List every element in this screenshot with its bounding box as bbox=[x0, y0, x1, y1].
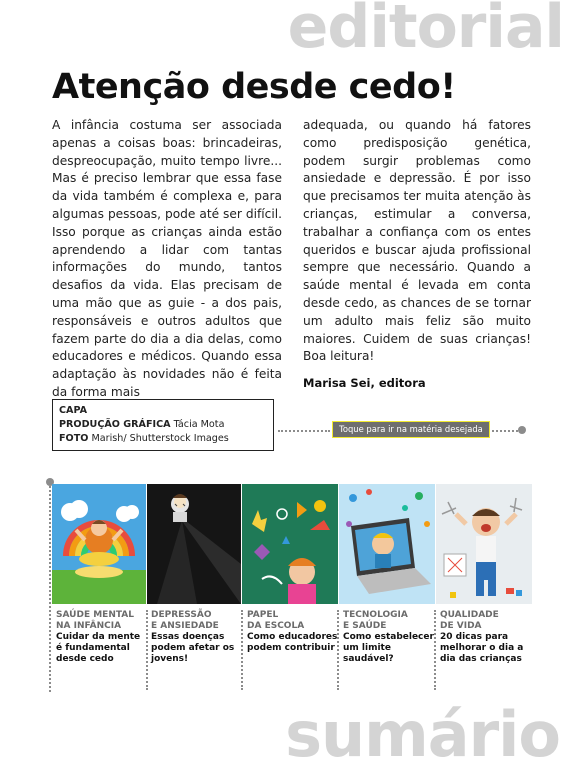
toc-label-line1: PAPEL bbox=[247, 610, 279, 620]
toc-tile-quality-of-life[interactable] bbox=[436, 484, 532, 604]
laptop-child-illustration bbox=[339, 484, 435, 604]
foto-label: FOTO bbox=[59, 433, 89, 444]
toc-label-line1: TECNOLOGIA bbox=[343, 610, 408, 620]
sad-child-dark-illustration bbox=[147, 484, 241, 604]
cover-credits-box bbox=[52, 399, 274, 451]
toc-description: Cuidar da mente é fundamental desde cedo bbox=[56, 632, 141, 664]
toc-tile-mental-health[interactable] bbox=[52, 484, 146, 604]
toc-hint-button[interactable]: Toque para ir na matéria desejada bbox=[332, 421, 490, 438]
toc-description: Como educadores podem contribuir bbox=[247, 632, 338, 653]
toc-item-depression[interactable] bbox=[151, 610, 243, 665]
toc-label-line2: DA ESCOLA bbox=[247, 620, 305, 631]
article-text-column-2: adequada, ou quando há fatores como predisposição genética, podem surgir problemas como ansiedade e depressão. É por isso que precisamos ter muita atenção às crianças, estimular a conversa, trabalhar a confiança com os entes queridos e buscar ajuda profissional sempre que necessário. Quando a saúde mental é levada em conta desde cedo, as chances de se tornar um adulto mais feliz são muito maiores. Cuidem de suas crianças! Boa leitura! bbox=[303, 118, 531, 364]
dotted-connector-left bbox=[278, 430, 330, 432]
sumario-section-title: sumário bbox=[285, 698, 560, 771]
toc-label-line1: SAÚDE MENTAL bbox=[56, 610, 135, 620]
toc-label-line2: DE VIDA bbox=[440, 620, 482, 631]
toc-item-mental-health[interactable] bbox=[56, 610, 148, 665]
toc-description: Essas doenças podem afetar os jovens! bbox=[151, 632, 235, 664]
toc-item-technology[interactable] bbox=[343, 610, 435, 665]
chalkboard-drawing-illustration bbox=[242, 484, 338, 604]
toc-tile-technology[interactable] bbox=[339, 484, 435, 604]
editorial-section-title: editorial bbox=[287, 0, 564, 62]
capa-label: CAPA bbox=[59, 405, 88, 416]
toc-left-dotted-line bbox=[49, 486, 51, 692]
producao-value: Tácia Mota bbox=[173, 419, 225, 430]
foto-value: Marish/ Shutterstock Images bbox=[91, 433, 229, 444]
toc-label-line1: QUALIDADE bbox=[440, 610, 499, 620]
dotted-connector-right bbox=[492, 430, 518, 432]
toc-label-line2: E SAÚDE bbox=[343, 620, 387, 631]
editor-signature: Marisa Sei, editora bbox=[303, 376, 426, 390]
toc-label-line2: E ANSIEDADE bbox=[151, 620, 219, 631]
toc-tile-school-role[interactable] bbox=[242, 484, 338, 604]
toc-item-quality-of-life[interactable] bbox=[440, 610, 532, 665]
connector-dot bbox=[518, 426, 526, 434]
article-headline: Atenção desde cedo! bbox=[52, 67, 456, 107]
toc-label-line1: DEPRESSÃO bbox=[151, 610, 212, 620]
toc-tile-depression[interactable] bbox=[147, 484, 241, 604]
toc-description: Como estabelecer um limite saudável? bbox=[343, 632, 434, 664]
toc-label-line2: NA INFÂNCIA bbox=[56, 620, 122, 631]
toc-description: 20 dicas para melhorar o dia a dia das crianças bbox=[440, 632, 524, 664]
article-text-column-1: A infância costuma ser associada apenas a coisas boas: brincadeiras, despreocupação, muito tempo livre... Mas é preciso lembrar que essa fase da vida também é complexa e, para algumas pessoas, pode até ser difícil. Isso porque as crianças ainda estão aprendendo a lidar com tantas informações do mundo, tantos desafios da vida. Elas precisam de uma mão que as guie - a dos pais, responsáveis e outros adultos que fazem parte do dia a dia delas, como educadores e médicos. Quando essa adaptação às novidades não é feita da forma mais bbox=[52, 118, 282, 399]
toc-item-school-role[interactable] bbox=[247, 610, 339, 654]
meditating-child-illustration bbox=[52, 484, 146, 604]
producao-label: PRODUÇÃO GRÁFICA bbox=[59, 419, 171, 430]
angry-child-illustration bbox=[436, 484, 532, 604]
